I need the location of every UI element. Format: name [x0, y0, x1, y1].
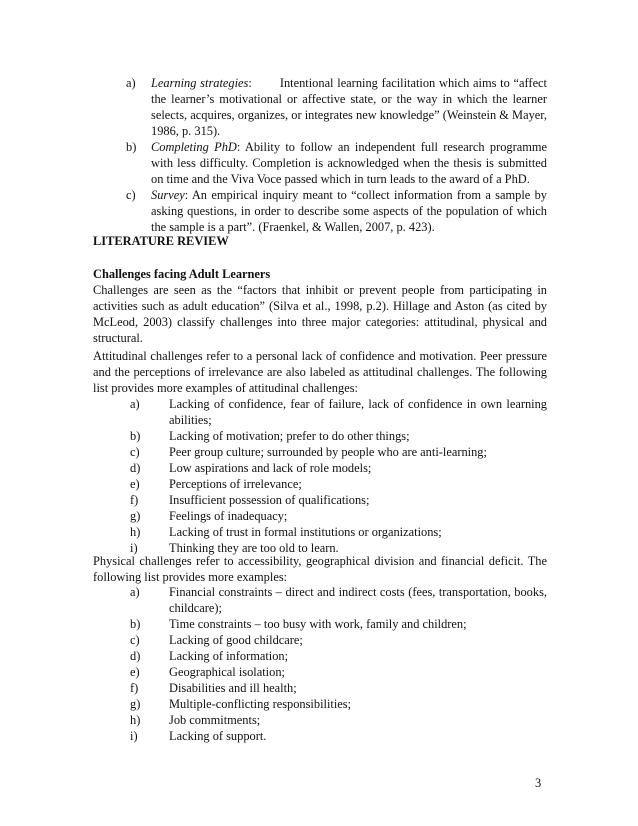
- list-item-text: Lacking of motivation; prefer to do other things;: [169, 429, 410, 443]
- definition-text: Ability to follow an independent full research programme with less difficulty. Completion is acknowledged when the thesis is submitted on time and the Viva Voce passed which in turn leads to the award of a PhD.: [151, 140, 547, 186]
- attitudinal-paragraph: Attitudinal challenges refer to a personal lack of confidence and motivation. Peer pressure and the perceptions of irrelevance are also labeled as attitudinal challenges. The following list provides more examples of attitudinal challenges:: [93, 349, 547, 395]
- definition-separator: :: [184, 188, 189, 202]
- definition-item: [126, 75, 547, 139]
- list-item: [93, 728, 547, 744]
- list-item: [93, 444, 547, 460]
- list-item: [93, 524, 547, 540]
- list-marker: g): [130, 509, 141, 523]
- list-marker: c): [130, 445, 140, 459]
- list-item: [93, 508, 547, 524]
- list-item: [93, 648, 547, 664]
- list-item-text: Financial constraints – direct and indirect costs (fees, transportation, books, childcare);: [169, 585, 547, 615]
- definitions-list: [126, 75, 547, 235]
- list-item-text: Lacking of good childcare;: [169, 633, 303, 647]
- list-marker: d): [130, 649, 141, 663]
- list-item: [93, 696, 547, 712]
- list-marker: c): [130, 633, 140, 647]
- definition-term: Learning strategies: [151, 76, 249, 90]
- attitudinal-challenges-list: [93, 396, 547, 556]
- list-item-text: Lacking of support.: [169, 729, 267, 743]
- list-item: [93, 712, 547, 728]
- list-marker: b): [130, 429, 141, 443]
- list-item: [93, 428, 547, 444]
- definition-separator: :: [236, 140, 241, 154]
- list-item-text: Perceptions of irrelevance;: [169, 477, 302, 491]
- definition-label: c): [126, 188, 136, 202]
- list-item-text: Disabilities and ill health;: [169, 681, 297, 695]
- list-item-text: Multiple-conflicting responsibilities;: [169, 697, 352, 711]
- list-item: [93, 616, 547, 632]
- list-item-text: Thinking they are too old to learn.: [169, 541, 339, 555]
- list-item-text: Geographical isolation;: [169, 665, 285, 679]
- definition-item: [126, 139, 547, 187]
- list-item: [93, 396, 547, 428]
- list-item-text: Lacking of trust in formal institutions or organizations;: [169, 525, 442, 539]
- list-item: [93, 460, 547, 476]
- definition-label: a): [126, 76, 136, 90]
- list-marker: b): [130, 617, 141, 631]
- list-item-text: Peer group culture; surrounded by people who are anti-learning;: [169, 445, 487, 459]
- list-item-text: Job commitments;: [169, 713, 261, 727]
- list-item: [93, 584, 547, 616]
- page-number: 3: [535, 776, 542, 790]
- list-item: [93, 632, 547, 648]
- definition-term: Survey: [151, 188, 185, 202]
- subheading: Challenges facing Adult Learners: [93, 267, 271, 281]
- definition-item: [126, 187, 547, 235]
- list-marker: e): [130, 665, 140, 679]
- intro-paragraph: Challenges are seen as the “factors that inhibit or prevent people from participating in activities such as adult education” (Silva et al., 1998, p.2). Hillage and Aston (as cited by McLeod, 2003) classify challenges into three major categories: attitudinal, physical and structural.: [93, 283, 547, 345]
- list-marker: i): [130, 729, 138, 743]
- list-marker: d): [130, 461, 141, 475]
- definition-term: Completing PhD: [151, 140, 237, 154]
- list-item-text: Lacking of information;: [169, 649, 289, 663]
- list-marker: i): [130, 541, 138, 555]
- list-marker: a): [130, 585, 140, 599]
- list-marker: h): [130, 525, 141, 539]
- list-marker: f): [130, 681, 139, 695]
- section-heading: LITERATURE REVIEW: [93, 234, 229, 248]
- list-item-text: Feelings of inadequacy;: [169, 509, 288, 523]
- list-item-text: Insufficient possession of qualifications;: [169, 493, 370, 507]
- list-item: [93, 476, 547, 492]
- list-marker: a): [130, 397, 140, 411]
- definition-separator: :: [248, 76, 252, 90]
- list-marker: e): [130, 477, 140, 491]
- list-item: [93, 492, 547, 508]
- list-item: [93, 680, 547, 696]
- definition-text: An empirical inquiry meant to “collect information from a sample by asking questions, in order to describe some aspects of the population of which the sample is a part”. (Fraenkel, & Wallen, 2007, p. 423).: [151, 188, 547, 234]
- list-item-text: Low aspirations and lack of role models;: [169, 461, 372, 475]
- list-item-text: Time constraints – too busy with work, family and children;: [169, 617, 467, 631]
- list-item: [93, 664, 547, 680]
- definition-label: b): [126, 140, 137, 154]
- physical-challenges-list: [93, 584, 547, 744]
- list-marker: g): [130, 697, 141, 711]
- list-item-text: Lacking of confidence, fear of failure, lack of confidence in own learning abilities;: [169, 397, 547, 427]
- physical-paragraph: Physical challenges refer to accessibility, geographical division and financial deficit. The following list provides more examples:: [93, 554, 547, 584]
- list-marker: f): [130, 493, 139, 507]
- list-marker: h): [130, 713, 141, 727]
- definition-text: Intentional learning facilitation which aims to “affect the learner’s motivational or affective state, or the way in which the learner selects, acquires, organizes, or integrates new knowledge” (Weinstein & Mayer, 1986, p. 315).: [151, 76, 548, 138]
